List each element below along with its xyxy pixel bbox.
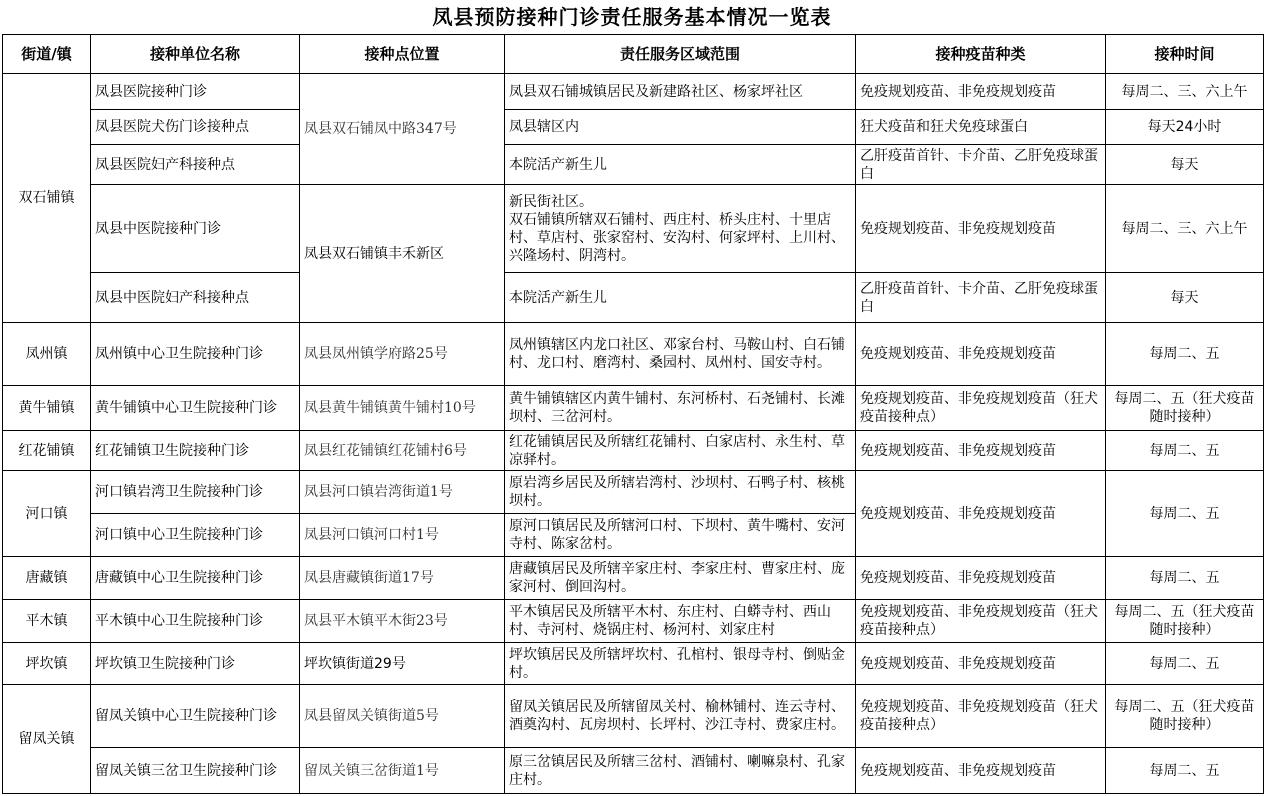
scope-cell: 本院活产新生儿	[505, 273, 856, 323]
location-cell: 凤县河口镇岩湾街道1号	[300, 471, 505, 514]
vaccine-cell: 狂犬疫苗和狂犬免疫球蛋白	[856, 110, 1106, 145]
time-cell: 每周二、三、六上午	[1106, 185, 1264, 273]
location-cell: 凤县唐藏镇街道17号	[300, 557, 505, 600]
time-cell: 每周二、五	[1106, 643, 1264, 685]
town-cell: 坪坎镇	[3, 643, 91, 685]
time-cell: 每周二、五	[1106, 748, 1264, 794]
scope-cell: 本院活产新生儿	[505, 145, 856, 185]
unit-cell: 唐藏镇中心卫生院接种门诊	[91, 557, 300, 600]
location-cell: 坪坎镇街道29号	[300, 643, 505, 685]
table-row	[3, 185, 1264, 273]
unit-cell: 留凤关镇中心卫生院接种门诊	[91, 685, 300, 748]
table-row	[3, 273, 1264, 323]
table-row	[3, 557, 1264, 600]
table-row	[3, 685, 1264, 748]
table-row	[3, 471, 1264, 514]
unit-cell: 凤县医院接种门诊	[91, 74, 300, 110]
unit-cell: 坪坎镇卫生院接种门诊	[91, 643, 300, 685]
town-cell: 平木镇	[3, 600, 91, 643]
scope-cell: 唐藏镇居民及所辖辛家庄村、李家庄村、曹家庄村、庞家河村、倒回沟村。	[505, 557, 856, 600]
time-cell: 每天	[1106, 273, 1264, 323]
town-cell: 红花铺镇	[3, 431, 91, 471]
time-cell: 每周二、五（狂犬疫苗随时接种）	[1106, 386, 1264, 431]
vaccine-cell: 免疫规划疫苗、非免疫规划疫苗	[856, 643, 1106, 685]
page-title: 凤县预防接种门诊责任服务基本情况一览表	[432, 5, 832, 29]
vaccine-cell: 乙肝疫苗首针、卡介苗、乙肝免疫球蛋白	[856, 273, 1106, 323]
time-cell: 每周二、三、六上午	[1106, 74, 1264, 110]
location-cell: 凤县黄牛铺镇黄牛铺村10号	[300, 386, 505, 431]
time-cell: 每周二、五	[1106, 557, 1264, 600]
town-cell: 河口镇	[3, 471, 91, 557]
time-cell: 每周二、五	[1106, 323, 1264, 386]
unit-cell: 凤县中医院妇产科接种点	[91, 273, 300, 323]
location-cell: 凤县河口镇河口村1号	[300, 514, 505, 557]
scope-cell: 原岩湾乡居民及所辖岩湾村、沙坝村、石鸭子村、核桃坝村。	[505, 471, 856, 514]
table-row	[3, 431, 1264, 471]
header-row	[3, 35, 1264, 74]
unit-cell: 凤县医院犬伤门诊接种点	[91, 110, 300, 145]
scope-cell: 红花铺镇居民及所辖红花铺村、白家店村、永生村、草凉驿村。	[505, 431, 856, 471]
unit-cell: 凤县医院妇产科接种点	[91, 145, 300, 185]
header-time: 接种时间	[1106, 35, 1264, 74]
table-row	[3, 386, 1264, 431]
vaccination-table	[2, 34, 1264, 794]
scope-cell: 凤县辖区内	[505, 110, 856, 145]
header-unit: 接种单位名称	[91, 35, 300, 74]
vaccine-cell: 免疫规划疫苗、非免疫规划疫苗	[856, 557, 1106, 600]
vaccine-cell: 免疫规划疫苗、非免疫规划疫苗（狂犬疫苗接种点）	[856, 600, 1106, 643]
town-cell: 凤州镇	[3, 323, 91, 386]
header-town: 街道/镇	[3, 35, 91, 74]
time-cell: 每周二、五（狂犬疫苗随时接种）	[1106, 685, 1264, 748]
scope-cell: 凤县双石铺城镇居民及新建路社区、杨家坪社区	[505, 74, 856, 110]
vaccine-cell: 免疫规划疫苗、非免疫规划疫苗	[856, 471, 1106, 557]
location-cell: 凤县平木镇平木街23号	[300, 600, 505, 643]
time-cell: 每天	[1106, 145, 1264, 185]
unit-cell: 凤县中医院接种门诊	[91, 185, 300, 273]
vaccine-cell: 乙肝疫苗首针、卡介苗、乙肝免疫球蛋白	[856, 145, 1106, 185]
town-cell: 双石铺镇	[3, 74, 91, 323]
scope-cell: 凤州镇辖区内龙口社区、邓家台村、马鞍山村、白石铺村、龙口村、磨湾村、桑园村、凤州村、国安寺村。	[505, 323, 856, 386]
header-location: 接种点位置	[300, 35, 505, 74]
table-row	[3, 748, 1264, 794]
header-vaccine: 接种疫苗种类	[856, 35, 1106, 74]
location-cell: 凤县凤州镇学府路25号	[300, 323, 505, 386]
scope-cell: 原河口镇居民及所辖河口村、下坝村、黄牛嘴村、安河寺村、陈家岔村。	[505, 514, 856, 557]
location-cell: 凤县双石铺镇丰禾新区	[300, 185, 505, 323]
town-cell: 留凤关镇	[3, 685, 91, 794]
table-row	[3, 323, 1264, 386]
time-cell: 每周二、五（狂犬疫苗随时接种）	[1106, 600, 1264, 643]
table-row	[3, 74, 1264, 110]
town-cell: 唐藏镇	[3, 557, 91, 600]
header-scope: 责任服务区域范围	[505, 35, 856, 74]
scope-cell: 留凤关镇居民及所辖留凤关村、榆林铺村、连云寺村、酒奠沟村、瓦房坝村、长坪村、沙江寺村、费家庄村。	[505, 685, 856, 748]
location-cell: 凤县双石铺凤中路347号	[300, 74, 505, 185]
scope-cell: 原三岔镇居民及所辖三岔村、酒铺村、喇嘛泉村、孔家庄村。	[505, 748, 856, 794]
table-row	[3, 600, 1264, 643]
time-cell: 每周二、五	[1106, 471, 1264, 557]
location-cell: 凤县红花铺镇红花铺村6号	[300, 431, 505, 471]
vaccine-cell: 免疫规划疫苗、非免疫规划疫苗	[856, 323, 1106, 386]
location-cell: 留凤关镇三岔街道1号	[300, 748, 505, 794]
unit-cell: 红花铺镇卫生院接种门诊	[91, 431, 300, 471]
time-cell: 每周二、五	[1106, 431, 1264, 471]
unit-cell: 河口镇岩湾卫生院接种门诊	[91, 471, 300, 514]
unit-cell: 河口镇中心卫生院接种门诊	[91, 514, 300, 557]
vaccine-cell: 免疫规划疫苗、非免疫规划疫苗（狂犬疫苗接种点）	[856, 386, 1106, 431]
table-row	[3, 110, 1264, 145]
time-cell: 每天24小时	[1106, 110, 1264, 145]
vaccine-cell: 免疫规划疫苗、非免疫规划疫苗	[856, 431, 1106, 471]
unit-cell: 黄牛铺镇中心卫生院接种门诊	[91, 386, 300, 431]
scope-cell: 新民街社区。 双石铺镇所辖双石铺村、西庄村、桥头庄村、十里店村、草店村、张家窑村、安沟村、何家坪村、上川村、兴隆场村、阴湾村。	[505, 185, 856, 273]
scope-cell: 平木镇居民及所辖平木村、东庄村、白蟒寺村、西山村、寺河村、烧锅庄村、杨河村、刘家庄村	[505, 600, 856, 643]
location-cell: 凤县留凤关镇街道5号	[300, 685, 505, 748]
unit-cell: 凤州镇中心卫生院接种门诊	[91, 323, 300, 386]
vaccine-cell: 免疫规划疫苗、非免疫规划疫苗	[856, 185, 1106, 273]
vaccine-cell: 免疫规划疫苗、非免疫规划疫苗（狂犬疫苗接种点）	[856, 685, 1106, 748]
vaccine-cell: 免疫规划疫苗、非免疫规划疫苗	[856, 748, 1106, 794]
town-cell: 黄牛铺镇	[3, 386, 91, 431]
scope-cell: 坪坎镇居民及所辖坪坎村、孔棺村、银母寺村、倒贴金村。	[505, 643, 856, 685]
table-row	[3, 643, 1264, 685]
unit-cell: 留凤关镇三岔卫生院接种门诊	[91, 748, 300, 794]
scope-cell: 黄牛铺镇辖区内黄牛铺村、东河桥村、石尧铺村、长滩坝村、三岔河村。	[505, 386, 856, 431]
unit-cell: 平木镇中心卫生院接种门诊	[91, 600, 300, 643]
table-row	[3, 145, 1264, 185]
vaccine-cell: 免疫规划疫苗、非免疫规划疫苗	[856, 74, 1106, 110]
